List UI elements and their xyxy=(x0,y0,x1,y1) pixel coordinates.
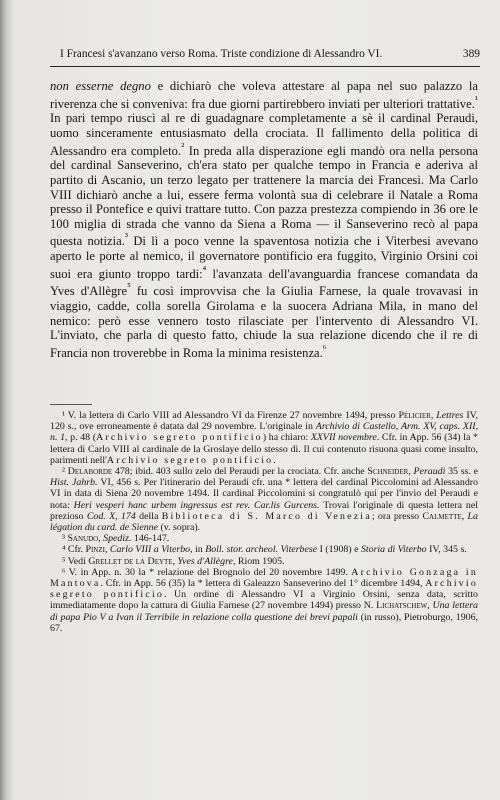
author-name: Schneider xyxy=(367,466,409,478)
footnote-ref[interactable]: ³ xyxy=(124,232,129,244)
footnote-4 xyxy=(50,544,478,555)
work-title: Lettres xyxy=(436,410,464,421)
quoted-date: XXVII novembre xyxy=(310,432,377,444)
archive-ref: Archivio di Castello, Arm. XV, caps. XII, n. 1, xyxy=(50,421,479,444)
footnote-1 xyxy=(50,410,478,466)
work-title: Peraudi xyxy=(413,466,446,478)
text-segment: In preda alla disperazione egli mandò ora nella persona del cardinal Sanseverino, ch'era stato per qualche tempo in Francia e aderiva al partito di Ascanio, un terzo legato per trattenere la marcia dei Francesi. Ma Carlo VIII dichiarò anche a lui, essere ferma volontà sua di celebrare il Natale a Roma presso il Pontefice e quivi trattare tutto. Con pazza prestezza compiendo in 36 ore le 100 miglia di strada che vanno da Siena a Roma — il Sanseverino recò al papa questa notizia. xyxy=(50,143,478,249)
note-text: 35 ss. e xyxy=(445,466,478,478)
note-text: . xyxy=(273,454,276,466)
note-text: , xyxy=(430,410,437,421)
note-text: ² xyxy=(62,466,68,478)
note-text: (in russo), Pietroburgo, 1906, 67. xyxy=(50,611,478,634)
note-text: IV, 120 s., ove erroneamente è datata dal 29 novembre. L'originale in xyxy=(50,410,478,433)
author-name: Pélicier xyxy=(398,410,431,421)
text-segment: fu così improvvisa che la Giulia Farnese, la quale trovavasi in viaggio, cadde, colla sorella Girolama e la suocera Adriana Mila, in mano del nemico: però esse vennero tosto rilasciate per l'intervento di Alessandro VI. L'inviato, che parla di questo fatto, chiude la sua relazione dicendo che il re di Francia non troverebbe in Roma la minima resistenza. xyxy=(50,284,478,361)
note-text: IV, 345 s. xyxy=(426,544,467,556)
note-text: ; ora presso xyxy=(371,510,423,522)
note-text: 146-147. xyxy=(131,533,170,545)
author-name: Delaborde xyxy=(67,466,113,478)
author-name: Calmette xyxy=(422,510,462,522)
note-text: , xyxy=(408,466,414,478)
author-name: Sanudo xyxy=(67,533,99,545)
running-title: I Francesi s'avanzano verso Roma. Triste condizione di Alessandro VI. xyxy=(60,48,383,60)
note-text: (v. sopra). xyxy=(157,522,201,534)
header-rule xyxy=(50,66,480,67)
text-segment: e dichiarò che voleva attestare al papa nel suo palazzo la riverenza che si conveniva: fra due giorni partirebbero inviati per ulteriori trattative. xyxy=(50,79,478,111)
footnote-ref[interactable]: ⁶ xyxy=(322,344,327,356)
text-segment: l'avanzata dell'avanguardia francese comandata da Yves d'Allègre xyxy=(50,266,478,299)
note-text: ⁴ Cfr. xyxy=(62,544,86,556)
note-text: ¹ V. la lettera di Carlo VIII ad Alessandro VI da Firenze 27 novembre 1494, presso xyxy=(62,410,399,421)
note-text: Trovai l'originale di questa lettera nel prezioso xyxy=(50,499,478,522)
archive-name: Archivio Gonzaga in Mantova xyxy=(50,566,478,590)
note-text: ⁵ Vedi xyxy=(62,555,89,567)
note-text: , xyxy=(98,533,104,545)
work-title: Hist. Jahrb. xyxy=(50,477,98,489)
note-text: . Cfr. in App. 56 (35) la * lettera di Galeazzo Sanseverino del 1° dicembre 1494, xyxy=(100,578,426,590)
italic-phrase: non esserne degno xyxy=(50,79,151,93)
footnote-3 xyxy=(50,533,478,544)
archive-name: Archivio segreto pontificio xyxy=(96,432,263,444)
note-text: , in xyxy=(190,544,206,556)
work-title: Spediz. xyxy=(103,533,132,545)
journal-title: Boll. stor. archeol. Viterbese xyxy=(205,544,318,556)
note-text: , xyxy=(104,544,110,556)
work-title: Una lettera di papa Pio V a Ivan il Terribile in relazione colla questione dei brevi papali xyxy=(50,600,478,623)
author-name: Grellet de la Deyte xyxy=(88,555,173,567)
text-segment: In pari tempo riuscì al re di guadagnare completamente a sè il cardinal Peraudi, uomo sinceramente entusiasmato della crociata. Il fallimento della politica di Alessandro era completo. xyxy=(50,111,478,158)
footnote-2 xyxy=(50,466,478,533)
note-text: ) ha chiaro: xyxy=(262,432,311,444)
page-number: 389 xyxy=(462,48,480,60)
author-name: Pinzi xyxy=(85,544,105,556)
footnote-5 xyxy=(50,556,478,567)
main-text xyxy=(50,79,478,361)
note-text: VI, 456 s. Per l'itinerario del Peraudi cfr. una * lettera del cardinal Piccolomini ad Alessandro VI in data di Siena 20 novembre 1494. Il cardinal Piccolomini si congratulò qui per l'invio del Peraudi e nota: xyxy=(50,477,479,511)
note-text: , xyxy=(172,555,178,567)
author-name: N. Lichatschew xyxy=(363,600,428,612)
footnote-ref[interactable]: ⁵ xyxy=(127,282,131,294)
note-text: , xyxy=(427,600,433,612)
work-title: La légation du card. de Sienne xyxy=(50,510,478,534)
work-title: Carlo VIII a Viterbo xyxy=(109,544,191,556)
footnote-separator xyxy=(50,404,92,405)
note-text: p. 48 ( xyxy=(67,432,97,444)
library-name: Biblioteca di S. Marco di Venezia xyxy=(161,510,372,522)
footnote-ref[interactable]: ⁴ xyxy=(202,264,207,276)
archive-name: Archivio segreto pontificio xyxy=(106,454,274,466)
note-text: ⁶ V. in App. n. 30 la * relazione del Brognolo del 20 novembre 1499. xyxy=(62,566,352,578)
note-text: della xyxy=(135,510,162,522)
work-title: Storia di Viterbo xyxy=(360,544,427,556)
note-text: I (1908) e xyxy=(317,544,361,556)
latin-quote: Heri vesperi hanc urbem ingressus est rev. Car.lis Gurcens. xyxy=(73,499,320,511)
note-text: , xyxy=(461,510,468,522)
footnotes xyxy=(50,410,478,634)
note-text: . Un ordine di Alessandro VI a Virginio Orsini, senza data, scritto immediatamente dopo la cattura di Giulia Farnese (27 novembre 1494) presso xyxy=(50,589,478,612)
footnote-6 xyxy=(50,567,478,634)
codex-ref: Cod. X, 174 xyxy=(86,510,136,522)
running-header xyxy=(50,48,480,64)
note-text: , Riom 1905. xyxy=(232,555,285,567)
work-title: Yves d'Allègre xyxy=(177,555,233,567)
body-paragraph xyxy=(50,79,478,361)
note-text: ³ xyxy=(62,533,68,545)
note-text: 478; ibid. 403 sullo zelo del Peraudi per la crociata. Cfr. anche xyxy=(112,466,368,478)
archive-name: Archivio segreto pontificio xyxy=(50,578,478,601)
text-segment: Di lì a poco venne la spaventosa notizia che i Viterbesi avevano aperto le porte al nemico, il governatore pontificio era fuggito, Virginio Orsini coi suoi era giunto troppo tardi: xyxy=(50,234,478,281)
footnote-ref[interactable]: ¹ xyxy=(474,94,478,106)
footnote-ref[interactable]: ² xyxy=(181,141,185,153)
note-text: . Cfr. in App. 56 (34) la * lettera di Carlo VIII al cardinale de la Groslaye dello stesso dì. Il cui contenuto risuona quasi come insulto, parimenti nell' xyxy=(50,432,478,466)
